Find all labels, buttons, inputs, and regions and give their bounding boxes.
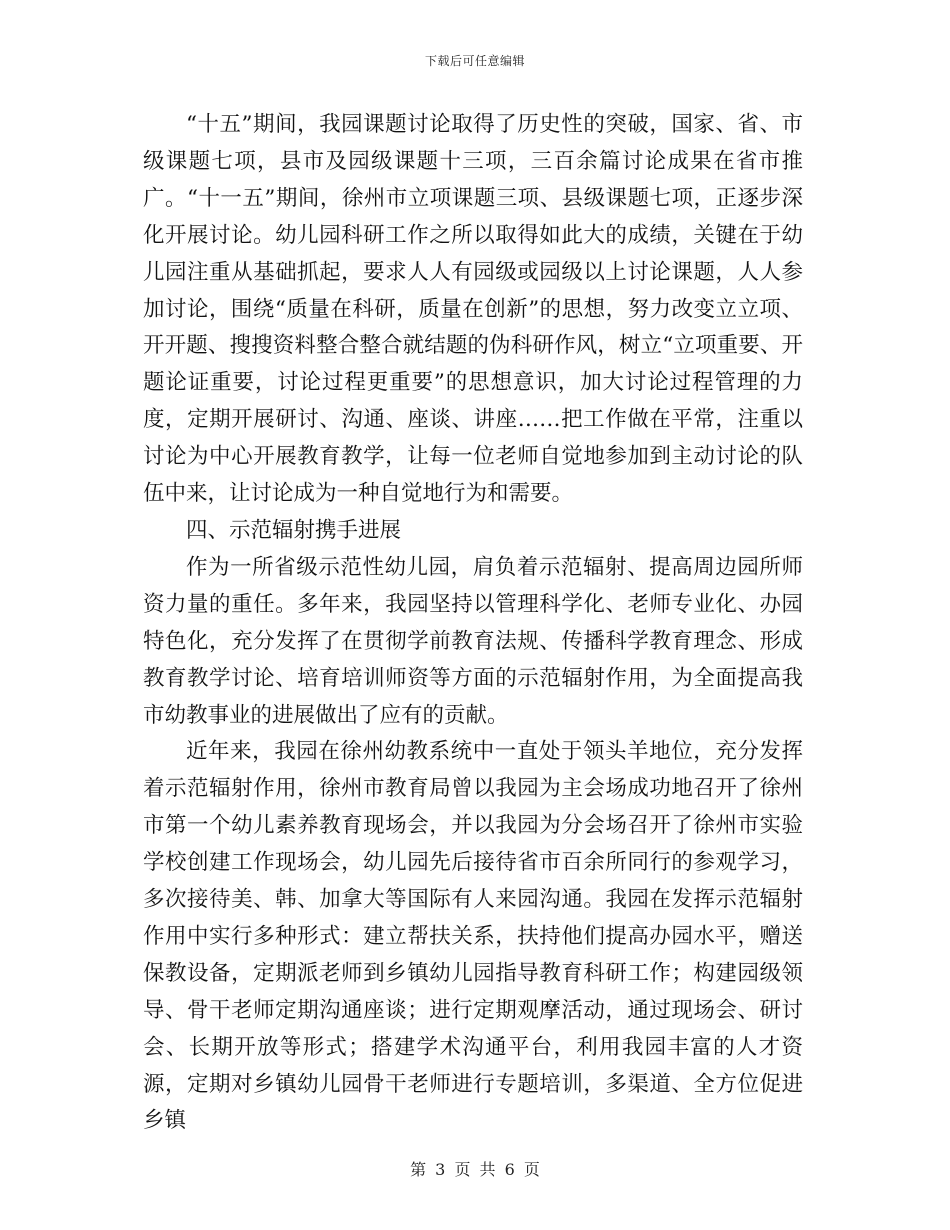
page-header: 下载后可任意编辑 [424,54,525,68]
paragraph-research: “十五”期间，我园课题讨论取得了历史性的突破，国家、省、市级课题七项，县市及园级课题十三项，三百余篇讨论成果在省市推广。“十一五”期间，徐州市立项课题三项、县级课题七项，正逐步深化开展讨论。幼儿园科研工作之所以取得如此大的成绩，关键在于幼儿园注重从基础抓起，要求人人有园级或园级以上讨论课题，人人参加讨论，围绕“质量在科研，质量在创新”的思想，努力改变立立项、开开题、搜搜资料整合整合就结题的伪科研作风，树立“立项重要、开题论证重要，讨论过程更重要”的思想意识，加大讨论过程管理的力度，定期开展研讨、沟通、座谈、讲座……把工作做在平常，注重以讨论为中心开展教育教学，让每一位老师自觉地参加到主动讨论的队伍中来，让讨论成为一种自觉地行为和需要。 [143,112,803,507]
document-body [143,107,803,1140]
paragraph-recent-years: 近年来，我园在徐州幼教系统中一直处于领头羊地位，充分发挥着示范辐射作用，徐州市教育局曾以我园为主会场成功地召开了徐州市第一个幼儿素养教育现场会，并以我园为分会场召开了徐州市实验学校创建工作现场会，幼儿园先后接待省市百余所同行的参观学习，多次接待美、韩、加拿大等国际有人来园沟通。我园在发挥示范辐射作用中实行多种形式：建立帮扶关系，扶持他们提高办园水平，赠送保教设备，定期派老师到乡镇幼儿园指导教育科研工作；构建园级领导、骨干老师定期沟通座谈；进行定期观摩活动，通过现场会、研讨会、长期开放等形式；搭建学术沟通平台，利用我园丰富的人才资源，定期对乡镇幼儿园骨干老师进行专题培训，多渠道、全方位促进乡镇 [143,739,803,1134]
paragraph-demonstration: 作为一所省级示范性幼儿园，肩负着示范辐射、提高周边园所师资力量的重任。多年来，我园坚持以管理科学化、老师专业化、办园特色化，充分发挥了在贯彻学前教育法规、传播科学教育理念、形成教育教学讨论、培育培训师资等方面的示范辐射作用，为全面提高我市幼教事业的进展做出了应有的贡献。 [143,554,803,728]
page-footer: 第 3 页 共 6 页 [410,1160,540,1179]
section-heading: 四、示范辐射携手进展 [186,517,402,543]
